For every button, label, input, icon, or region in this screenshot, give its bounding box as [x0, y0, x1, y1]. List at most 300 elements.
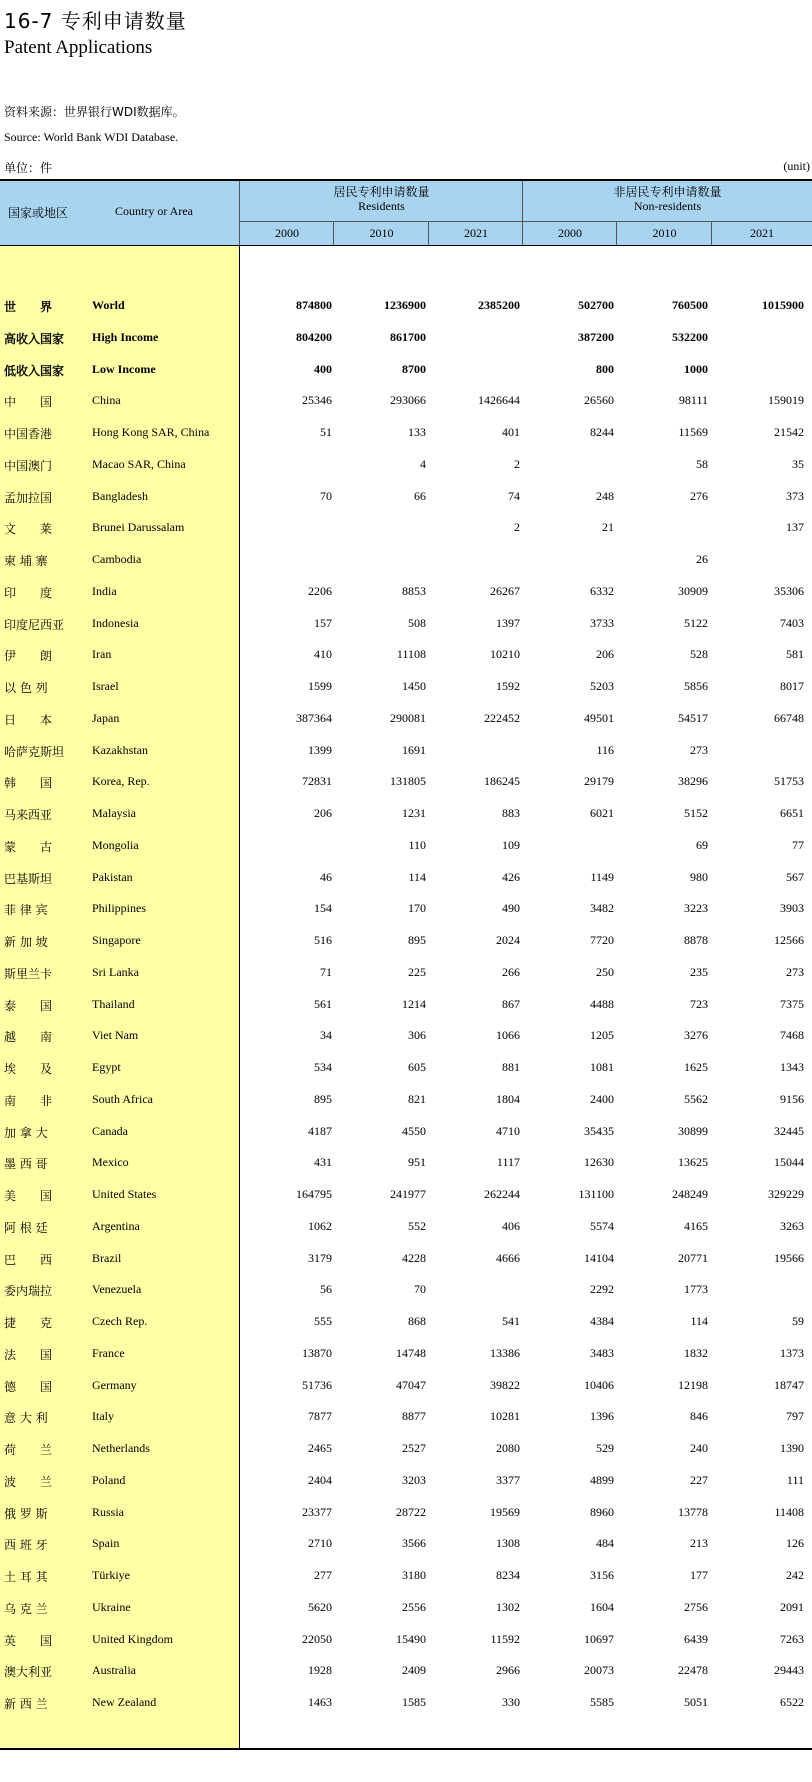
- cell-value: 248: [596, 488, 614, 503]
- cell-value: 8878: [684, 933, 708, 947]
- cell-value: 10697: [584, 1631, 614, 1646]
- country-name-en: Mongolia: [92, 837, 139, 852]
- cell-value: 74: [508, 488, 520, 503]
- cell-value: 5620: [308, 1599, 332, 1614]
- cell-value: 1426644: [478, 393, 520, 408]
- cell-value: 21542: [774, 425, 804, 439]
- cell-value: 2404: [308, 1472, 332, 1487]
- country-name-en: Italy: [92, 1409, 114, 1424]
- cell-value: 6021: [590, 806, 614, 820]
- source-note-en: Source: World Bank WDI Database.: [4, 130, 179, 144]
- cell-value: 206: [314, 806, 332, 820]
- cell-value: 2024: [496, 933, 520, 947]
- country-name-en: Macao SAR, China: [92, 456, 186, 471]
- table-row: [0, 351, 812, 383]
- country-name-en: France: [92, 1345, 125, 1360]
- country-name-en: United Kingdom: [92, 1631, 173, 1646]
- cell-value: 3276: [684, 1028, 708, 1043]
- country-name-en: Australia: [92, 1663, 136, 1678]
- cell-value: 273: [690, 742, 708, 757]
- cell-value: 2710: [308, 1536, 332, 1551]
- cell-value: 867: [502, 996, 520, 1011]
- country-name-cn: 美 国: [4, 1189, 53, 1203]
- cell-value: 4165: [684, 1218, 708, 1233]
- cell-value: 330: [502, 1695, 520, 1709]
- cell-value: 69: [696, 837, 708, 852]
- cell-value: 4710: [496, 1123, 520, 1138]
- cell-value: 1066: [496, 1028, 520, 1043]
- cell-value: 20073: [584, 1663, 614, 1678]
- table-row: [0, 1176, 812, 1208]
- cell-value: 34: [320, 1028, 332, 1043]
- cell-value: 2091: [780, 1599, 804, 1614]
- cell-value: 1399: [308, 742, 332, 757]
- cell-value: 387200: [578, 329, 614, 344]
- country-name-en: Poland: [92, 1472, 126, 1487]
- table-row: [0, 1271, 812, 1303]
- cell-value: 804200: [296, 329, 332, 344]
- cell-value: 2: [514, 520, 520, 535]
- cell-value: 290081: [390, 710, 426, 725]
- country-name-en: Türkiye: [92, 1568, 130, 1582]
- cell-value: 8244: [590, 425, 614, 439]
- cell-value: 19566: [774, 1250, 804, 1265]
- table-row: [0, 1589, 812, 1621]
- cell-value: 242: [786, 1568, 804, 1582]
- cell-value: 1928: [308, 1663, 332, 1678]
- cell-value: 800: [596, 361, 614, 376]
- cell-value: 131805: [390, 774, 426, 789]
- table-row: [0, 1367, 812, 1399]
- country-name-en: Viet Nam: [92, 1028, 139, 1043]
- cell-value: 797: [786, 1409, 804, 1424]
- cell-value: 54517: [678, 710, 708, 725]
- cell-value: 2400: [590, 1091, 614, 1106]
- page-title-cn: 16-7 专利申请数量: [4, 9, 187, 33]
- table-row: [0, 1494, 812, 1526]
- cell-value: 1463: [308, 1695, 332, 1709]
- cell-value: 400: [314, 361, 332, 376]
- cell-value: 13625: [678, 1155, 708, 1170]
- cell-value: 5122: [684, 615, 708, 630]
- cell-value: 1236900: [384, 298, 426, 312]
- table-row: [0, 541, 812, 573]
- cell-value: 8960: [590, 1504, 614, 1519]
- table-row: [0, 478, 812, 510]
- cell-value: 133: [408, 425, 426, 439]
- cell-value: 7375: [780, 996, 804, 1011]
- cell-value: 2080: [496, 1441, 520, 1455]
- cell-value: 206: [596, 647, 614, 662]
- cell-value: 1585: [402, 1695, 426, 1709]
- cell-value: 11108: [396, 647, 426, 662]
- cell-value: 273: [786, 964, 804, 979]
- country-name-en: Egypt: [92, 1060, 121, 1074]
- cell-value: 1000: [684, 361, 708, 376]
- cell-value: 18747: [774, 1377, 804, 1392]
- cell-value: 262244: [484, 1187, 520, 1201]
- cell-value: 227: [690, 1472, 708, 1487]
- cell-value: 373: [786, 488, 804, 503]
- unit-label-cn: 单位：件: [4, 161, 53, 175]
- table-row: [0, 795, 812, 827]
- header-year: 2021: [464, 226, 488, 240]
- cell-value: 240: [690, 1441, 708, 1455]
- country-name-cn: 土 耳 其: [4, 1570, 48, 1584]
- cell-value: 66748: [774, 710, 804, 725]
- cell-value: 5574: [590, 1218, 614, 1233]
- table-row: [0, 922, 812, 954]
- cell-value: 13870: [302, 1345, 332, 1360]
- cell-value: 38296: [678, 774, 708, 789]
- header-country-en: Country or Area: [115, 204, 193, 218]
- country-name-en: Low Income: [92, 361, 156, 376]
- table-row: [0, 319, 812, 351]
- cell-value: 5585: [590, 1695, 614, 1709]
- page-title-en: Patent Applications: [4, 37, 153, 58]
- cell-value: 21: [602, 520, 614, 535]
- divider: [240, 221, 812, 222]
- cell-value: 1397: [496, 615, 520, 630]
- cell-value: 235: [690, 964, 708, 979]
- cell-value: 7403: [780, 615, 804, 630]
- cell-value: 12566: [774, 933, 804, 947]
- country-name-cn: 印度尼西亚: [4, 617, 65, 632]
- country-name-en: Cambodia: [92, 552, 142, 566]
- country-name-en: Canada: [92, 1123, 128, 1138]
- cell-value: 2206: [308, 583, 332, 598]
- cell-value: 177: [690, 1568, 708, 1582]
- cell-value: 32445: [774, 1123, 804, 1138]
- divider: [428, 221, 429, 246]
- cell-value: 1450: [402, 679, 426, 693]
- country-name-cn: 哈萨克斯坦: [4, 744, 65, 759]
- cell-value: 528: [690, 647, 708, 662]
- cell-value: 157: [314, 615, 332, 630]
- table-header: [0, 181, 812, 246]
- table-row: [0, 1081, 812, 1113]
- cell-value: 126: [786, 1536, 804, 1551]
- country-name-cn: 荷 兰: [4, 1443, 53, 1457]
- country-name-en: Korea, Rep.: [92, 774, 150, 789]
- cell-value: 821: [408, 1091, 426, 1106]
- country-name-en: Russia: [92, 1504, 125, 1519]
- country-name-en: China: [92, 393, 121, 408]
- cell-value: 51736: [302, 1377, 332, 1392]
- cell-value: 13778: [678, 1504, 708, 1519]
- country-name-cn: 以 色 列: [4, 681, 48, 695]
- country-name-en: Netherlands: [92, 1441, 150, 1455]
- table-row: [0, 827, 812, 859]
- cell-value: 1214: [402, 996, 426, 1011]
- country-name-cn: 法 国: [4, 1347, 53, 1362]
- table-row: [0, 859, 812, 891]
- cell-value: 1117: [496, 1155, 520, 1170]
- cell-value: 7263: [780, 1631, 804, 1646]
- cell-value: 3223: [684, 901, 708, 916]
- country-name-cn: 新 加 坡: [4, 935, 48, 949]
- cell-value: 2409: [402, 1663, 426, 1678]
- cell-value: 846: [690, 1409, 708, 1424]
- cell-value: 555: [314, 1314, 332, 1328]
- country-name-en: Venezuela: [92, 1282, 142, 1297]
- table-row: [0, 732, 812, 764]
- cell-value: 3180: [402, 1568, 426, 1582]
- cell-value: 3377: [496, 1472, 520, 1487]
- cell-value: 7468: [780, 1028, 804, 1043]
- cell-value: 8234: [496, 1568, 520, 1582]
- country-name-en: New Zealand: [92, 1695, 157, 1709]
- table-bottom-rule: [0, 1748, 812, 1750]
- cell-value: 213: [690, 1536, 708, 1551]
- country-name-en: South Africa: [92, 1091, 153, 1106]
- country-name-cn: 意 大 利: [4, 1411, 48, 1426]
- country-name-en: Japan: [92, 710, 120, 725]
- country-name-cn: 英 国: [4, 1633, 53, 1648]
- cell-value: 3483: [590, 1345, 614, 1360]
- cell-value: 1205: [590, 1028, 614, 1043]
- cell-value: 131100: [578, 1187, 614, 1201]
- cell-value: 35306: [774, 583, 804, 598]
- cell-value: 70: [414, 1282, 426, 1297]
- country-name-cn: 文 莱: [4, 522, 53, 537]
- cell-value: 3179: [308, 1250, 332, 1265]
- cell-value: 1804: [496, 1091, 520, 1106]
- country-name-cn: 印 度: [4, 585, 53, 600]
- cell-value: 567: [786, 869, 804, 884]
- cell-value: 874800: [296, 298, 332, 312]
- cell-value: 541: [502, 1314, 520, 1328]
- cell-value: 22050: [302, 1631, 332, 1646]
- country-name-cn: 伊 朗: [4, 649, 53, 664]
- table-row: [0, 573, 812, 605]
- table-row: [0, 1303, 812, 1335]
- table-row: [0, 1144, 812, 1176]
- header-nonresidents-cn: 非居民专利申请数量: [613, 185, 722, 199]
- country-name-cn: 中国香港: [4, 427, 53, 441]
- cell-value: 13386: [490, 1345, 520, 1360]
- country-name-en: Philippines: [92, 901, 147, 916]
- cell-value: 29443: [774, 1663, 804, 1678]
- country-name-en: Brunei Darussalam: [92, 520, 185, 535]
- table-row: [0, 1652, 812, 1684]
- table-row: [0, 1208, 812, 1240]
- country-name-en: Brazil: [92, 1250, 122, 1265]
- country-name-en: Indonesia: [92, 615, 139, 630]
- cell-value: 15044: [774, 1155, 804, 1170]
- cell-value: 1231: [402, 806, 426, 820]
- cell-value: 137: [786, 520, 804, 535]
- cell-value: 15490: [396, 1631, 426, 1646]
- table-row: [0, 1430, 812, 1462]
- cell-value: 1773: [684, 1282, 708, 1297]
- cell-value: 29179: [584, 774, 614, 789]
- cell-value: 10406: [584, 1377, 614, 1392]
- cell-value: 1604: [590, 1599, 614, 1614]
- country-name-cn: 日 本: [4, 712, 53, 727]
- country-name-en: Thailand: [92, 996, 135, 1011]
- country-name-cn: 墨 西 哥: [4, 1157, 48, 1172]
- table-row: [0, 605, 812, 637]
- cell-value: 1302: [496, 1599, 520, 1614]
- cell-value: 71: [320, 964, 332, 979]
- cell-value: 4187: [308, 1123, 332, 1138]
- cell-value: 6522: [780, 1695, 804, 1709]
- country-name-cn: 巴基斯坦: [4, 871, 53, 886]
- cell-value: 35: [792, 456, 804, 471]
- cell-value: 72831: [302, 774, 332, 789]
- cell-value: 561: [314, 996, 332, 1011]
- country-name-en: Mexico: [92, 1155, 129, 1170]
- cell-value: 4899: [590, 1472, 614, 1487]
- country-name-cn: 阿 根 廷: [4, 1220, 48, 1235]
- cell-value: 534: [314, 1060, 332, 1074]
- cell-value: 23377: [302, 1504, 332, 1519]
- country-name-cn: 委内瑞拉: [4, 1284, 53, 1299]
- cell-value: 387364: [296, 710, 332, 725]
- cell-value: 1308: [496, 1536, 520, 1551]
- header-year: 2000: [558, 226, 582, 240]
- divider: [239, 181, 240, 246]
- cell-value: 1592: [496, 679, 520, 693]
- cell-value: 881: [502, 1060, 520, 1074]
- cell-value: 276: [690, 488, 708, 503]
- cell-value: 1015900: [762, 298, 804, 312]
- cell-value: 2465: [308, 1441, 332, 1455]
- country-name-cn: 马来西亚: [4, 808, 53, 822]
- cell-value: 51753: [774, 774, 804, 789]
- cell-value: 951: [408, 1155, 426, 1170]
- cell-value: 77: [792, 837, 804, 852]
- country-name-cn: 加 拿 大: [4, 1125, 48, 1140]
- country-name-en: Spain: [92, 1536, 120, 1551]
- cell-value: 508: [408, 615, 426, 630]
- cell-value: 3482: [590, 901, 614, 916]
- cell-value: 56: [320, 1282, 332, 1297]
- country-name-en: Iran: [92, 647, 112, 662]
- divider: [616, 221, 617, 246]
- cell-value: 2527: [402, 1441, 426, 1455]
- country-name-cn: 波 兰: [4, 1474, 53, 1489]
- cell-value: 266: [502, 964, 520, 979]
- cell-value: 222452: [484, 710, 520, 725]
- country-name-cn: 乌 克 兰: [4, 1601, 48, 1616]
- cell-value: 605: [408, 1060, 426, 1074]
- cell-value: 10281: [490, 1409, 520, 1424]
- cell-value: 1390: [780, 1441, 804, 1455]
- cell-value: 2756: [684, 1599, 708, 1614]
- table-row: [0, 986, 812, 1018]
- cell-value: 30909: [678, 583, 708, 598]
- divider: [522, 181, 523, 246]
- country-name-cn: 新 西 兰: [4, 1697, 48, 1711]
- cell-value: 11592: [490, 1631, 520, 1646]
- divider: [333, 221, 334, 246]
- table-row: [0, 700, 812, 732]
- country-name-en: Israel: [92, 679, 119, 693]
- cell-value: 2: [514, 456, 520, 471]
- cell-value: 47047: [396, 1377, 426, 1392]
- cell-value: 30899: [678, 1123, 708, 1138]
- cell-value: 59: [792, 1314, 804, 1328]
- country-name-cn: 埃 及: [4, 1062, 53, 1076]
- country-name-en: Hong Kong SAR, China: [92, 425, 210, 439]
- country-name-en: Argentina: [92, 1218, 140, 1233]
- cell-value: 111: [786, 1472, 804, 1487]
- cell-value: 19569: [490, 1504, 520, 1519]
- cell-value: 895: [314, 1091, 332, 1106]
- table-row: [0, 382, 812, 414]
- cell-value: 2385200: [478, 298, 520, 312]
- header-year: 2010: [369, 226, 394, 240]
- cell-value: 4228: [402, 1250, 426, 1265]
- cell-value: 8017: [780, 679, 804, 693]
- cell-value: 8853: [402, 583, 426, 598]
- cell-value: 116: [596, 742, 614, 757]
- cell-value: 6439: [684, 1631, 708, 1646]
- cell-value: 1062: [308, 1218, 332, 1233]
- country-name-en: High Income: [92, 329, 159, 344]
- cell-value: 980: [690, 869, 708, 884]
- cell-value: 114: [690, 1314, 708, 1328]
- cell-value: 58: [696, 456, 708, 471]
- cell-value: 277: [314, 1568, 332, 1582]
- country-name-cn: 柬 埔 寨: [4, 554, 48, 568]
- cell-value: 164795: [296, 1187, 332, 1201]
- cell-value: 502700: [578, 298, 614, 312]
- cell-value: 490: [502, 901, 520, 916]
- country-name-en: Czech Rep.: [92, 1314, 148, 1328]
- cell-value: 306: [408, 1028, 426, 1043]
- header-year: 2000: [275, 226, 299, 240]
- country-name-cn: 捷 克: [4, 1316, 53, 1330]
- country-name-cn: 斯里兰卡: [4, 966, 53, 981]
- country-name-cn: 孟加拉国: [4, 490, 53, 505]
- country-name-en: Singapore: [92, 933, 141, 947]
- cell-value: 154: [314, 901, 332, 916]
- cell-value: 28722: [396, 1504, 426, 1519]
- cell-value: 7877: [308, 1409, 332, 1424]
- cell-value: 35435: [584, 1123, 614, 1138]
- cell-value: 109: [502, 837, 520, 852]
- cell-value: 186245: [484, 774, 520, 789]
- cell-value: 66: [414, 488, 426, 503]
- cell-value: 861700: [390, 329, 426, 344]
- cell-value: 110: [408, 837, 426, 852]
- cell-value: 410: [314, 647, 332, 662]
- country-name-en: Germany: [92, 1377, 137, 1392]
- table-row: [0, 1240, 812, 1272]
- cell-value: 484: [596, 1536, 614, 1551]
- cell-value: 2292: [590, 1282, 614, 1297]
- cell-value: 293066: [390, 393, 426, 408]
- table-row: [0, 1335, 812, 1367]
- country-name-cn: 南 非: [4, 1093, 53, 1108]
- table-row: [0, 287, 812, 319]
- divider: [711, 221, 712, 246]
- cell-value: 11569: [678, 425, 708, 439]
- cell-value: 3903: [780, 901, 804, 916]
- cell-value: 1343: [780, 1060, 804, 1074]
- table-row: [0, 1113, 812, 1145]
- cell-value: 2966: [496, 1663, 520, 1678]
- cell-value: 39822: [490, 1377, 520, 1392]
- header-residents-cn: 居民专利申请数量: [333, 185, 430, 199]
- cell-value: 7720: [590, 933, 614, 947]
- cell-value: 1149: [590, 869, 614, 884]
- table-row: [0, 414, 812, 446]
- country-name-cn: 低收入国家: [4, 363, 65, 378]
